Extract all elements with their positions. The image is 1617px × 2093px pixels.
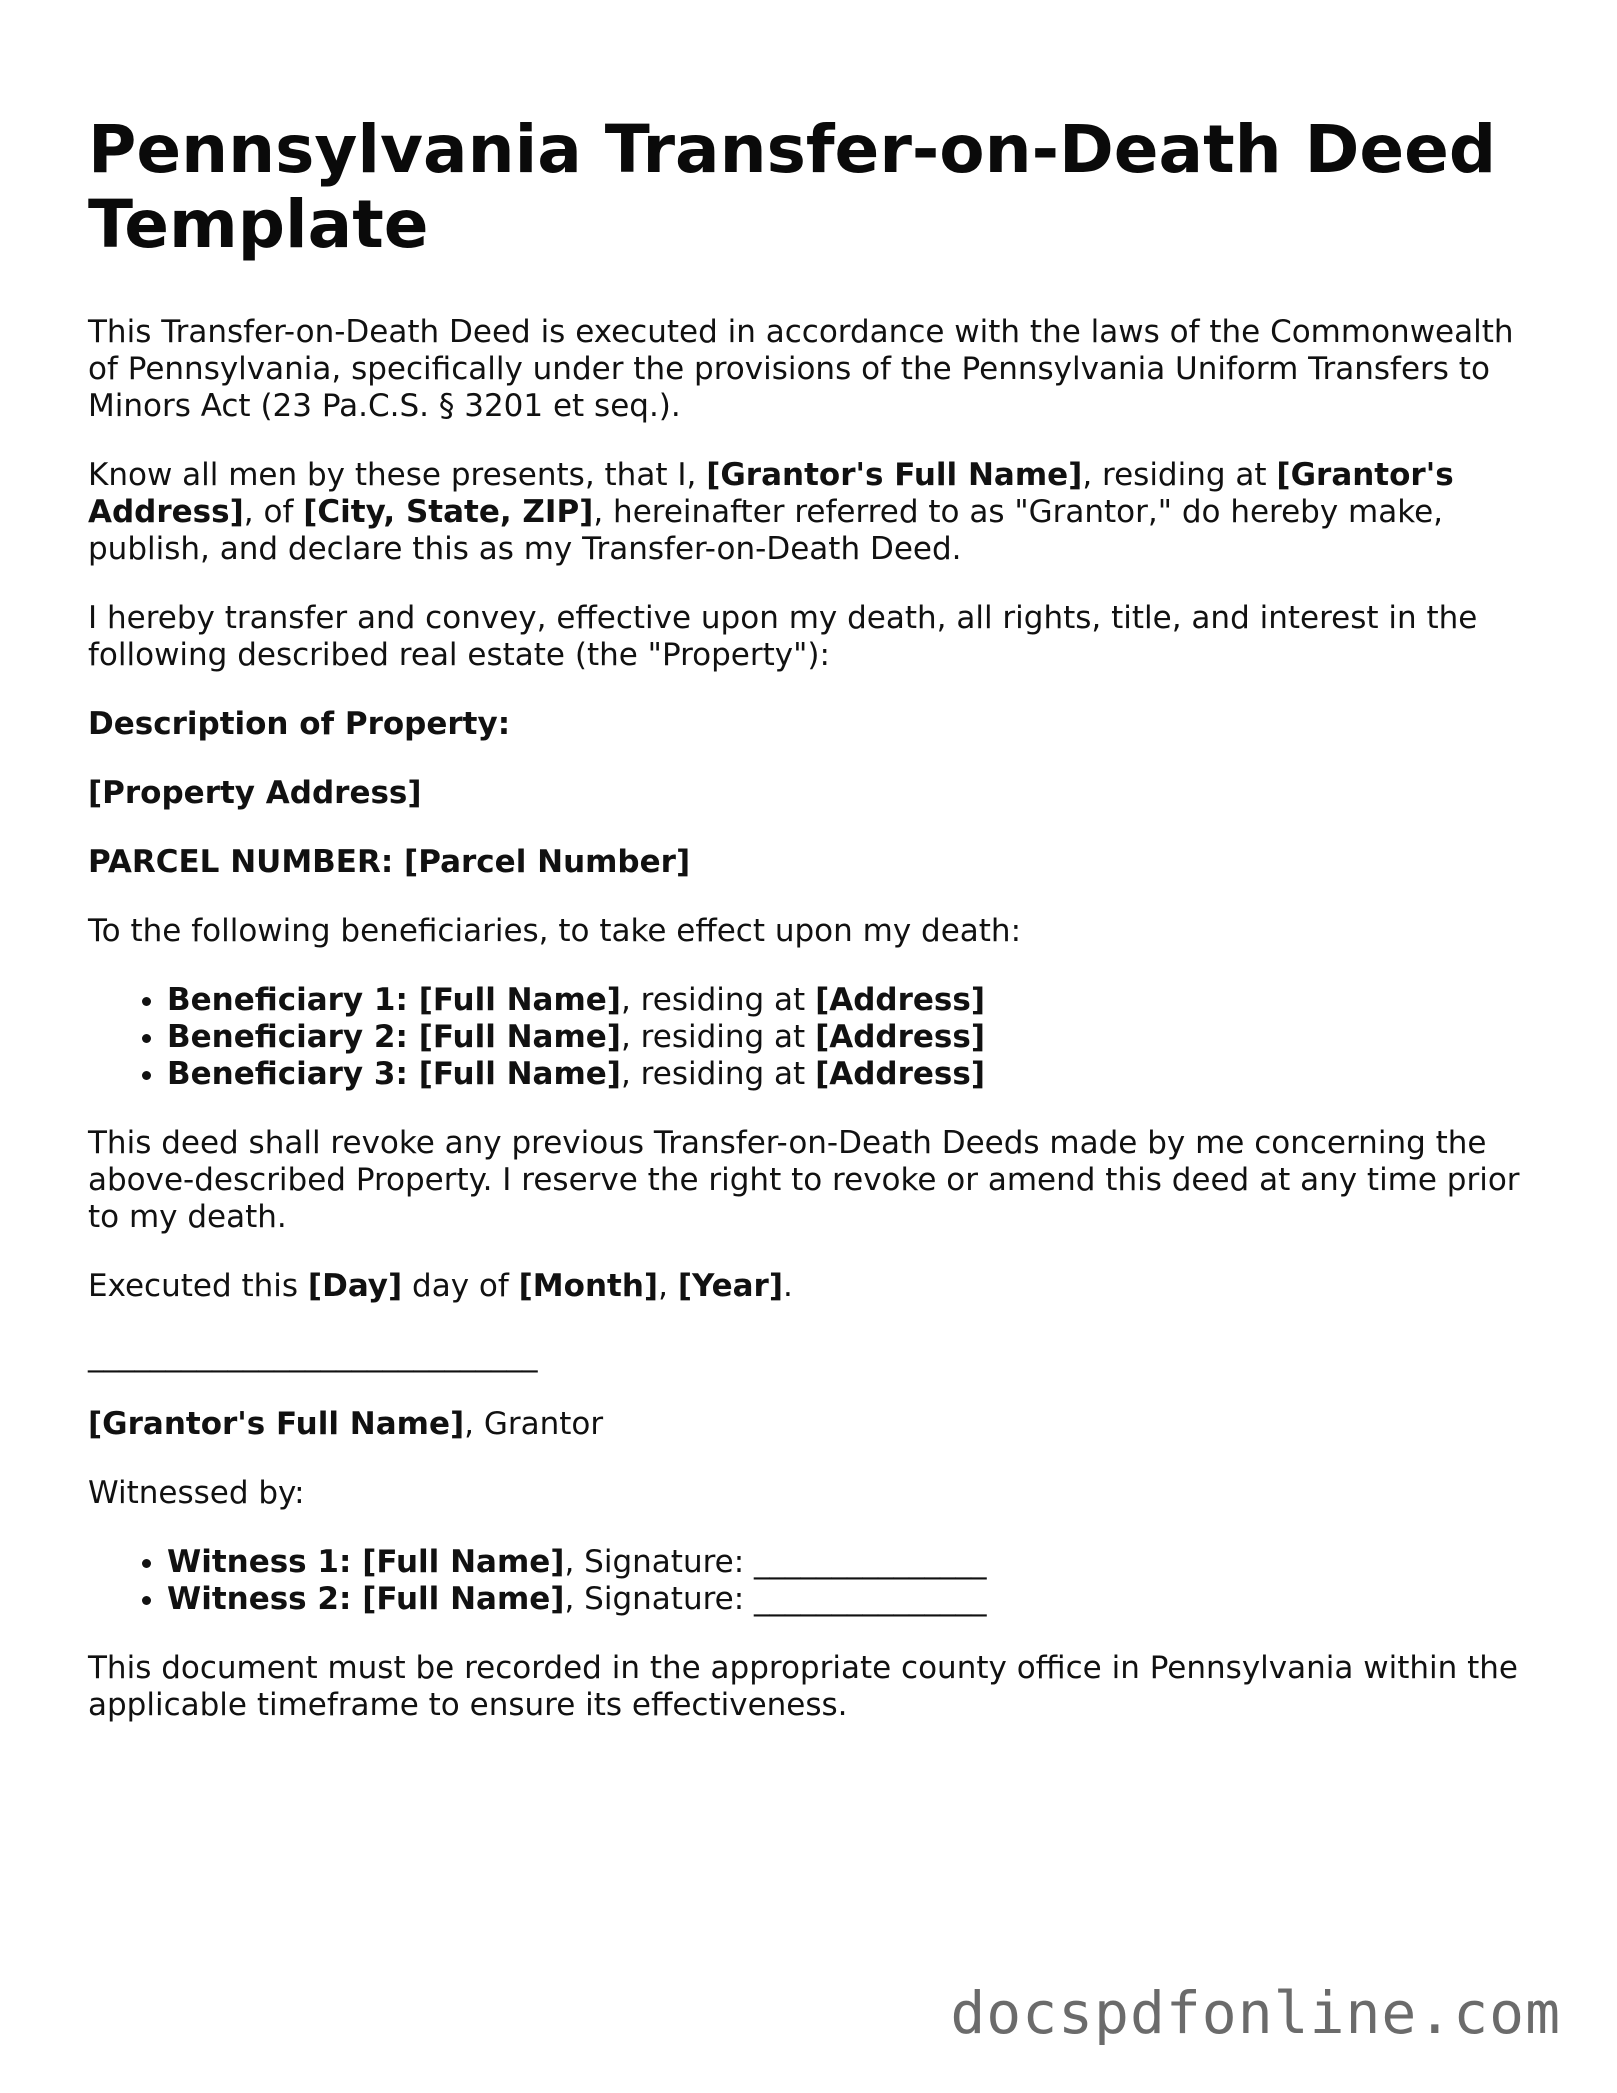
grantor-address-placeholder: [Grantor's Address] <box>88 457 1454 530</box>
revocation-paragraph: This deed shall revoke any previous Transfer-on-Death Deeds made by me concerning the above-described Property. I reserve the right to revoke or amend this deed at any time prior to my death. <box>88 1125 1520 1235</box>
property-address-placeholder: [Property Address] <box>88 775 422 811</box>
witness-item: • Witness 2: [Full Name], Signature: _______________ <box>167 1581 1528 1618</box>
property-heading: Description of Property: <box>88 706 511 742</box>
parcel-number-placeholder: PARCEL NUMBER: [Parcel Number] <box>88 844 691 880</box>
witness-list <box>88 1544 1528 1618</box>
grantor-signature-caption: [Grantor's Full Name], Grantor <box>88 1406 604 1442</box>
transfer-paragraph: I hereby transfer and convey, effective upon my death, all rights, title, and interest in the following described real estate (the "Property"): <box>88 600 1478 673</box>
declaration-text: , residing at <box>1082 457 1277 493</box>
grantor-name-placeholder: [Grantor's Full Name] <box>706 457 1083 493</box>
document-title: Pennsylvania Transfer-on-Death Deed Template <box>88 111 1497 263</box>
day-placeholder: [Day] <box>307 1268 403 1304</box>
declaration-text: , hereinafter referred to as "Grantor," do hereby make, publish, and declare this as my Transfer-on-Death Deed. <box>88 494 1444 567</box>
beneficiary-list <box>88 982 1528 1093</box>
declaration-text: , of <box>243 494 304 530</box>
declaration-text: Know all men by these presents, that I, <box>88 457 707 493</box>
grantor-signature-line: _____________________________ <box>88 1337 538 1373</box>
year-placeholder: [Year] <box>677 1268 783 1304</box>
witness-item: • Witness 1: [Full Name], Signature: _______________ <box>167 1544 1528 1581</box>
month-placeholder: [Month] <box>518 1268 659 1304</box>
beneficiary-item: • Beneficiary 2: [Full Name], residing at [Address] <box>167 1019 1528 1056</box>
witnessed-by-label: Witnessed by: <box>88 1475 305 1511</box>
executed-line: Executed this [Day] day of [Month], [Year]. <box>88 1268 793 1304</box>
beneficiaries-intro: To the following beneficiaries, to take effect upon my death: <box>88 913 1022 949</box>
recording-note: This document must be recorded in the appropriate county office in Pennsylvania within the applicable timeframe to ensure its effectiveness. <box>88 1650 1518 1723</box>
site-watermark: docspdfonline.com <box>950 1979 1561 2047</box>
city-state-zip-placeholder: [City, State, ZIP] <box>303 494 594 530</box>
document-page <box>88 112 1528 1756</box>
intro-paragraph: This Transfer-on-Death Deed is executed in accordance with the laws of the Commonwealth of Pennsylvania, specifically under the provisions of the Pennsylvania Uniform Transfers to Minors Act (23 Pa.C.S. § 3201 et seq.). <box>88 314 1514 424</box>
beneficiary-item: • Beneficiary 1: [Full Name], residing at [Address] <box>167 982 1528 1019</box>
beneficiary-item: • Beneficiary 3: [Full Name], residing at [Address] <box>167 1056 1528 1093</box>
declaration-paragraph <box>88 457 1528 568</box>
